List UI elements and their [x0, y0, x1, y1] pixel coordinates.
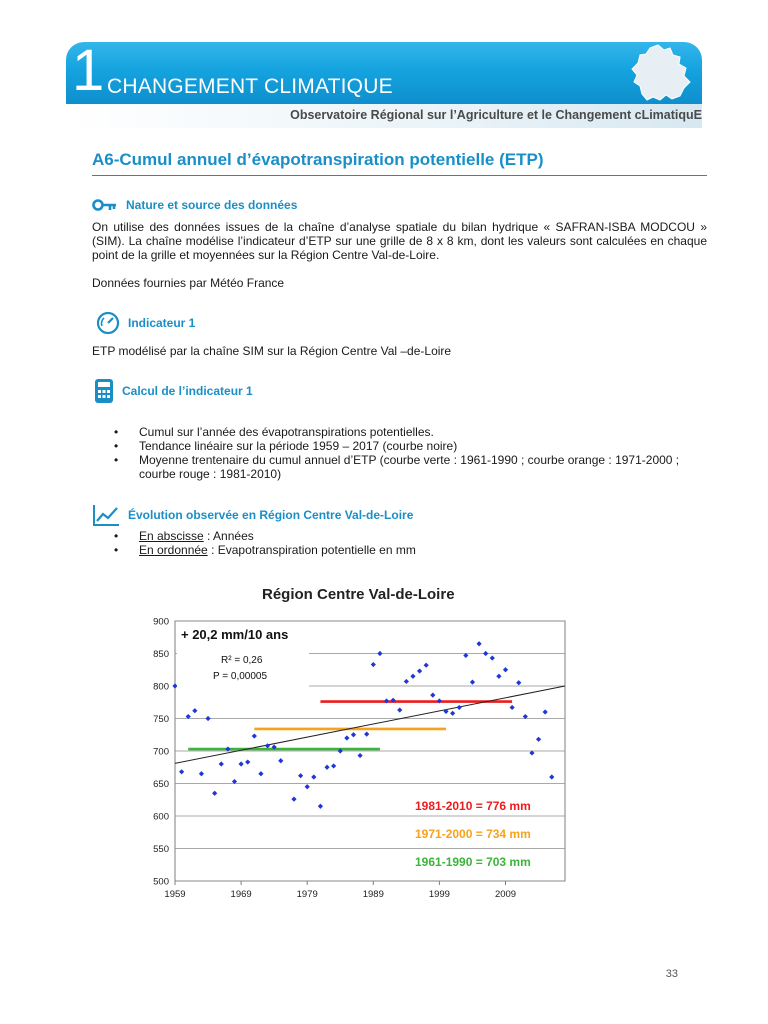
nature-text: On utilise des données issues de la chaîne d’analyse spatiale du bilan hydrique « SAFRAN-ISBA MODCOU » (SIM). La chaîne modélise l’indicateur d’ETP sur une grille de 8 x 8 km, dont les valeurs sont calculées en chaque point de la grille et moyennées sur la Région Centre Val-de-Loire. [92, 220, 707, 262]
section-evolution-heading [92, 503, 413, 527]
y-tick-label: 650 [153, 779, 169, 790]
x-tick-label: 1969 [230, 889, 252, 900]
chapter-title: CHANGEMENT CLIMATIQUE [107, 75, 393, 98]
ordonnee-value: : Evapotranspiration potentielle en mm [207, 543, 416, 557]
r2-annotation: R² = 0,26 [221, 655, 263, 666]
y-tick-label: 850 [153, 649, 169, 660]
calculator-icon [94, 378, 114, 404]
title-underline [92, 175, 707, 176]
section-indicateur-heading [96, 311, 195, 335]
x-tick-label: 1989 [362, 889, 384, 900]
trend-chart-icon [92, 503, 120, 527]
y-tick-label: 800 [153, 681, 169, 693]
section-indicateur-label: Indicateur 1 [128, 316, 196, 330]
x-tick-label: 1979 [296, 889, 318, 900]
x-tick-label: 2009 [494, 889, 517, 900]
axes-bullet-list [92, 529, 707, 557]
calcul-bullet-list [92, 425, 707, 481]
section-calcul-heading [94, 378, 253, 404]
trend-annotation: + 20,2 mm/10 ans [181, 627, 289, 642]
list-item [92, 529, 707, 543]
abscisse-value: : Années [203, 529, 254, 543]
section-nature-label: Nature et source des données [126, 198, 298, 212]
list-item: • Tendance linéaire sur la période 1959 – 2017 (courbe noire) [92, 439, 707, 453]
abscisse-label: En abscisse [139, 529, 204, 543]
y-tick-label: 500 [153, 876, 169, 888]
mean-legend-label: 1971-2000 = 734 mm [415, 827, 531, 841]
indicateur-text: ETP modélisé par la chaîne SIM sur la Région Centre Val –de-Loire [92, 344, 452, 358]
page-number: 33 [665, 968, 678, 980]
section-evolution-label: Évolution observée en Région Centre Val-de-Loire [128, 508, 414, 522]
chart-title: Région Centre Val-de-Loire [262, 586, 455, 603]
x-tick-label: 1959 [164, 889, 186, 900]
section-nature-heading [92, 197, 297, 213]
section-calcul-label: Calcul de l’indicateur 1 [122, 384, 253, 398]
p-value-annotation: P = 0,00005 [213, 671, 268, 682]
gauge-icon [96, 311, 120, 335]
x-tick-label: 1999 [428, 889, 450, 900]
region-map-icon [620, 42, 698, 104]
chapter-number: 1 [72, 38, 105, 103]
y-tick-label: 900 [153, 616, 169, 628]
y-tick-label: 600 [153, 811, 169, 823]
list-item [92, 543, 707, 557]
ordonnee-label: En ordonnée [139, 543, 208, 557]
y-tick-label: 550 [153, 844, 169, 855]
list-item: • Moyenne trentenaire du cumul annuel d’ETP (courbe verte : 1961-1990 ; courbe orange : 1971-2000 ; courbe rouge : 1981-2010) [92, 453, 707, 481]
mean-legend-label: 1961-1990 = 703 mm [415, 855, 531, 869]
list-item: • Cumul sur l’année des évapotranspirations potentielles. [92, 425, 707, 439]
key-icon [92, 197, 118, 213]
y-tick-label: 700 [153, 746, 169, 758]
etp-scatter-chart [140, 612, 570, 902]
observatory-name: Observatoire Régional sur l’Agriculture et le Changement cLimatiquE [290, 108, 702, 122]
document-title: A6-Cumul annuel d’évapotranspiration potentielle (ETP) [92, 150, 544, 169]
mean-legend-label: 1981-2010 = 776 mm [415, 799, 531, 813]
data-source-text: Données fournies par Météo France [92, 276, 285, 290]
y-tick-label: 750 [153, 714, 169, 725]
